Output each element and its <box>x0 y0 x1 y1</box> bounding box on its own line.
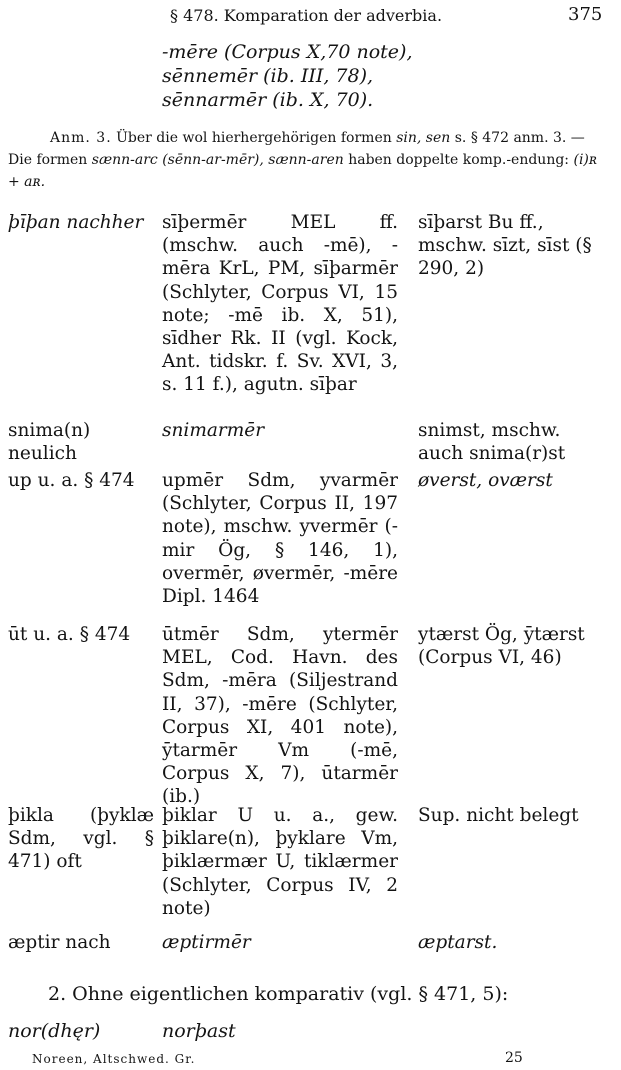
table-cell-superlative: ytærst Ög, ȳtærst (Corpus VI, 46) <box>418 624 585 669</box>
table-cell-comparative: ūtmēr Sdm, ytermēr MEL, Cod. Havn. des Sdm, -mēra (Siljestrand II, 37), -mēre (Schlyter, Corpus XI, 401 note), ȳtarmēr Vm (-mē, Corpus X, 7), ūtarmēr (ib.) <box>162 624 398 808</box>
note-form: sin, sen <box>396 130 451 146</box>
note-form: sænn-arc (sēnn-ar-mēr), sænn-aren <box>91 152 344 168</box>
table-cell-comparative: þiklar U u. a., gew. þiklare(n), þyklare Vm, þiklærmær U, tiklærmer (Schlyter, Corpus IV, 2 note) <box>162 805 398 919</box>
note-formula: (i)ʀ + aʀ. <box>8 152 598 190</box>
table-cell-positive: ūt u. a. § 474 <box>8 624 131 645</box>
note-label: Anm. 3. <box>50 130 112 146</box>
table-cell-comparative: snimarmēr <box>162 420 265 441</box>
table-cell-superlative: norþast <box>162 1020 236 1042</box>
continuation-line: -mēre (Corpus X,70 note), <box>162 41 413 63</box>
section-heading: 2. Ohne eigentlichen komparativ (vgl. § 471, 5): <box>48 983 509 1005</box>
note-text: Über die wol hierhergehörigen formen <box>111 130 397 146</box>
table-cell-comparative: æptirmēr <box>162 932 251 953</box>
running-header: § 478. Komparation der adverbia. <box>170 6 443 25</box>
table-cell-comparative: upmēr Sdm, yvarmēr (Schlyter, Corpus II, 197 note), mschw. yvermēr (-mir Ög, § 146, 1), overmēr, øvermēr, -mēre Dipl. 1464 <box>162 470 398 608</box>
signature-mark: 25 <box>505 1050 523 1066</box>
table-cell-positive: þikla (þyklæ Sdm, vgl. § 471) oft <box>8 805 154 873</box>
table-cell-superlative: æptarst. <box>418 932 498 953</box>
continuation-line: sēnnemēr (ib. III, 78), <box>162 65 374 87</box>
table-cell-superlative: snimst, mschw. auch snima(r)st <box>418 420 566 465</box>
note-text: haben doppelte komp.-endung: <box>343 152 574 168</box>
continuation-block <box>162 40 413 112</box>
table-cell-superlative: sīþarst Bu ff., mschw. sīzt, sīst (§ 290, 2) <box>418 212 592 280</box>
table-cell-superlative: Sup. nicht belegt <box>418 805 579 826</box>
footer-source: Noreen, Altschwed. Gr. <box>32 1052 196 1066</box>
table-cell-positive: up u. a. § 474 <box>8 470 135 491</box>
continuation-line: sēnnarmēr (ib. X, 70). <box>162 89 374 111</box>
table-cell-positive: þīþan nachher <box>8 212 144 233</box>
table-cell-positive: nor(dhęr) <box>8 1020 101 1042</box>
table-cell-positive: snima(n) neulich <box>8 420 91 465</box>
table-cell-positive: æptir nach <box>8 932 111 953</box>
table-cell-comparative: sīþermēr MEL ff. (mschw. auch -mē), -mēra KrL, PM, sīþarmēr (Schlyter, Corpus VI, 15 note; -mē ib. X, 51), sīdher Rk. II (vgl. Kock, Ant. tidskr. f. Sv. XVI, 3, s. 11 f.), agutn. sīþar <box>162 212 398 396</box>
table-cell-superlative: øverst, oværst <box>418 470 553 491</box>
page-number: 375 <box>568 4 603 25</box>
note-text: s. § 472 anm. 3. — Die formen <box>8 130 585 168</box>
annotation-note <box>8 127 608 193</box>
